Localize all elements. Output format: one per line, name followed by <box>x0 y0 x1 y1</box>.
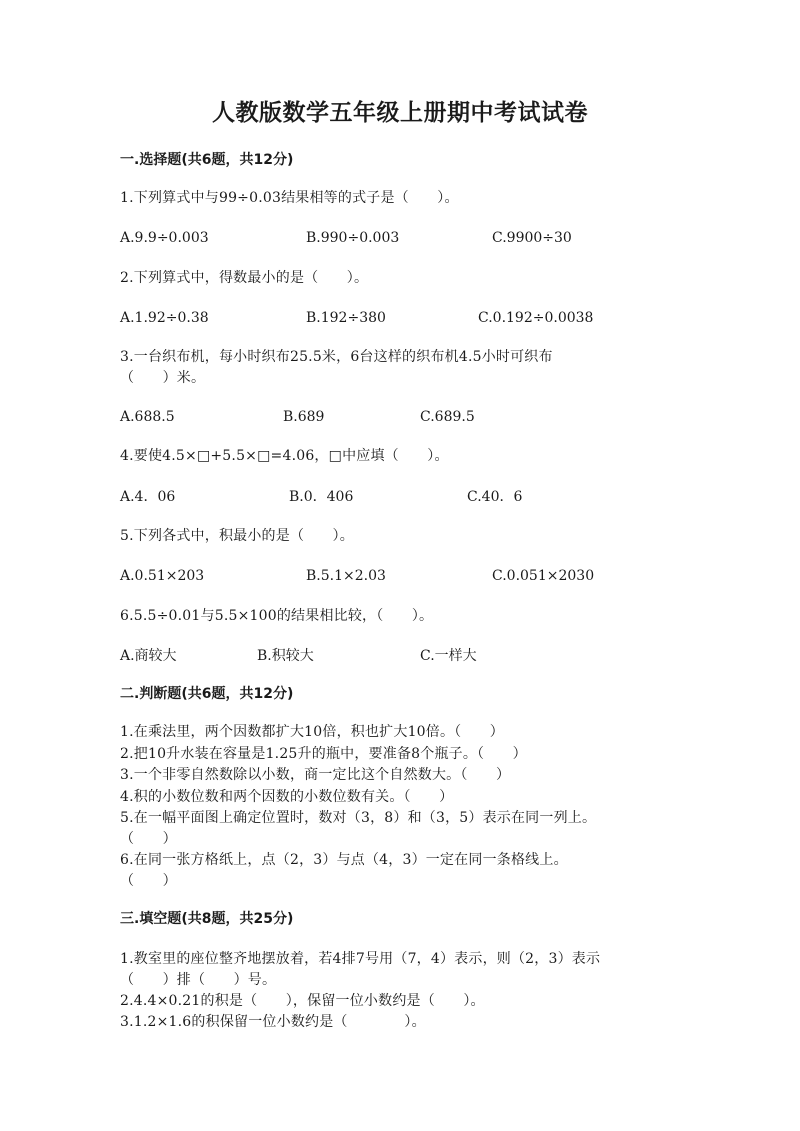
option-b: B.0．406 <box>289 489 354 505</box>
option-c: C.689.5 <box>420 409 475 425</box>
question-stem-line: 3.一台织布机，每小时织布25.5米，6台这样的织布机4.5小时可织布 <box>120 349 553 365</box>
option-a: A.商较大 <box>120 648 177 664</box>
option-c: C.9900÷30 <box>492 230 572 246</box>
question-stem: 4.要使4.5×□+5.5×□=4.06，□中应填（ ）。 <box>120 448 449 464</box>
judgment-line: 3.一个非零自然数除以小数，商一定比这个自然数大。（ ） <box>120 767 511 783</box>
option-a: A.4．06 <box>120 489 176 505</box>
judgment-line: 5.在一幅平面图上确定位置时，数对（3，8）和（3，5）表示在同一列上。 <box>120 810 597 826</box>
judgment-line: （ ） <box>120 873 177 889</box>
option-b: B.5.1×2.03 <box>306 568 386 584</box>
question-stem: 2.下列算式中，得数最小的是（ ）。 <box>120 270 369 286</box>
judgment-line: 1.在乘法里，两个因数都扩大10倍，积也扩大10倍。（ ） <box>120 724 504 740</box>
option-a: A.9.9÷0.003 <box>120 230 209 246</box>
judgment-line: 2.把10升水装在容量是1.25升的瓶中，要准备8个瓶子。（ ） <box>120 746 527 762</box>
section-heading-fill-in: 三.填空题(共8题，共25分) <box>120 911 294 927</box>
fill-in-line: 2.4.4×0.21的积是（ ），保留一位小数约是（ ）。 <box>120 993 485 1009</box>
section-heading-choice: 一.选择题(共6题，共12分) <box>120 152 294 168</box>
question-stem: 5.下列各式中，积最小的是（ ）。 <box>120 528 354 544</box>
option-c: C.0.051×2030 <box>492 568 595 584</box>
option-a: A.688.5 <box>120 409 175 425</box>
question-stem: 6.5.5÷0.01与5.5×100的结果相比较，（ ）。 <box>120 608 434 624</box>
judgment-line: 6.在同一张方格纸上，点（2，3）与点（4，3）一定在同一条格线上。 <box>120 852 568 868</box>
fill-in-line: 3.1.2×1.6的积保留一位小数约是（ ）。 <box>120 1014 426 1030</box>
option-b: B.689 <box>283 409 325 425</box>
section-heading-judgment: 二.判断题(共6题，共12分) <box>120 686 294 702</box>
option-b: B.积较大 <box>257 648 314 664</box>
option-a: A.0.51×203 <box>120 568 205 584</box>
option-c: C.0.192÷0.0038 <box>478 310 594 326</box>
option-c: C.40．6 <box>467 489 523 505</box>
fill-in-line: （ ）排（ ）号。 <box>120 972 277 988</box>
page-title: 人教版数学五年级上册期中考试试卷 <box>212 100 588 126</box>
judgment-line: 4.积的小数位数和两个因数的小数位数有关。（ ） <box>120 789 454 805</box>
option-c: C.一样大 <box>420 648 477 664</box>
option-b: B.192÷380 <box>306 310 386 326</box>
fill-in-line: 1.教室里的座位整齐地摆放着，若4排7号用（7，4）表示，则（2，3）表示 <box>120 951 601 967</box>
option-b: B.990÷0.003 <box>306 230 400 246</box>
judgment-line: （ ） <box>120 831 177 847</box>
question-stem-line: （ ）米。 <box>120 370 206 386</box>
option-a: A.1.92÷0.38 <box>120 310 209 326</box>
question-stem: 1.下列算式中与99÷0.03结果相等的式子是（ ）。 <box>120 190 459 206</box>
